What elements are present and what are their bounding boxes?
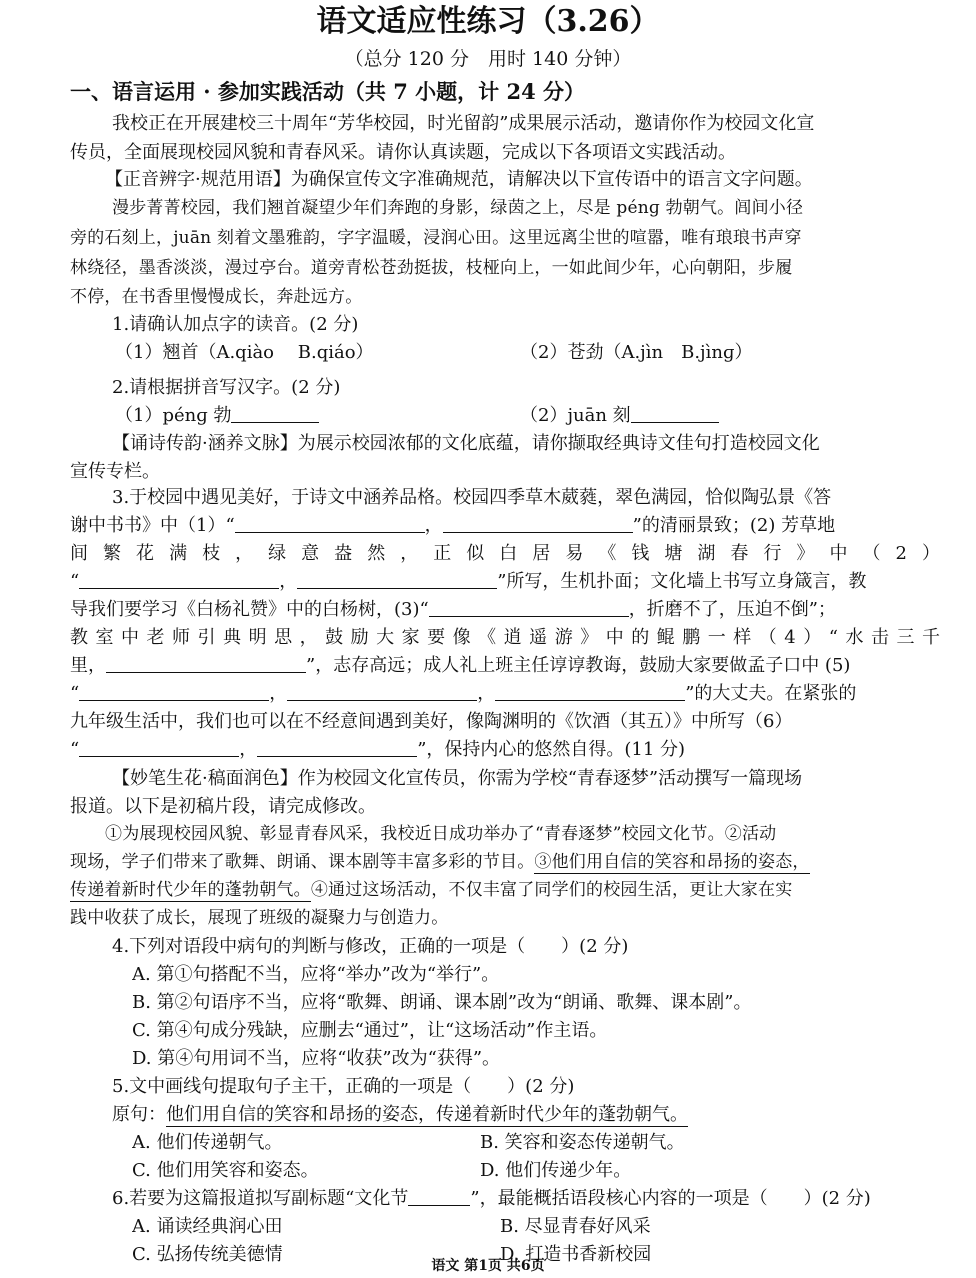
intro-line-2: 传员，全面展现校园风貌和青春风采。请你认真读题，完成以下各项语文实践活动。 — [70, 142, 736, 163]
answer-blank[interactable] — [429, 598, 629, 617]
answer-blank[interactable] — [235, 514, 425, 533]
question-1-option-2: （2）苍劲（A.jìn B.jìnɡ） — [520, 342, 753, 363]
answer-blank[interactable] — [495, 682, 685, 701]
intro-line-1: 我校正在开展建校三十周年“芳华校园，时光留韵”成果展示活动，邀请你作为校园文化宣 — [112, 113, 815, 134]
answer-blank[interactable] — [106, 654, 306, 673]
q3-text: ”的清丽景致；(2) 芳草地 — [632, 515, 836, 536]
question-2-item-1-label: （1）pénɡ 勃 — [115, 405, 232, 426]
question-3-line-1: 3.于校园中遇见美好，于诗文中涵养品格。校园四季草木葳蕤，翠色满园，恰似陶弘景《答 — [112, 487, 832, 508]
q3-text: 谢中书书》中（1）“ — [70, 515, 235, 536]
q3-text: “ — [70, 571, 80, 592]
answer-blank[interactable] — [297, 570, 497, 589]
question-3-line-7 — [70, 651, 940, 680]
q3-text: 里， — [70, 655, 106, 676]
draft-line-3 — [70, 876, 940, 905]
question-6-option-c[interactable]: C. 弘扬传统美德情 — [132, 1244, 283, 1265]
question-2-item-2-label: （2）juān 刻 — [520, 405, 631, 426]
q3-text: ”，保持内心的悠然自得。(11 分) — [417, 739, 686, 760]
q3-text: ”的大丈夫。在紧张的 — [685, 683, 857, 704]
q3-text: ， — [477, 683, 496, 704]
draft-line-1: ①为展现校园风貌、彰显青春风采，我校近日成功举办了“青春逐梦”校园文化节。②活动 — [105, 824, 777, 844]
q3-text: ， — [279, 571, 298, 592]
question-3-line-10 — [70, 735, 940, 764]
q6-text: 6.若要为这篇报道拟写副标题“文化节 — [112, 1188, 409, 1209]
part3-heading-line-1: 【妙笔生花·稿面润色】作为校园文化宣传员，你需为学校“青春逐梦”活动撰写一篇现场 — [112, 768, 803, 789]
answer-blank[interactable] — [79, 682, 269, 701]
question-4-option-c[interactable]: C. 第④句成分残缺，应删去“通过”，让“这场活动”作主语。 — [132, 1020, 608, 1041]
original-sentence: 他们用自信的笑容和昂扬的姿态，传递着新时代少年的蓬勃朝气。 — [166, 1104, 688, 1125]
question-4-stem: 4.下列对语段中病句的判断与修改，正确的一项是（ ）(2 分) — [112, 936, 629, 957]
passage-line-2: 旁的石刻上，juān 刻着文墨雅韵，字字温暖，浸润心田。这里远离尘世的喧嚣，唯有琅琅书声穿 — [70, 228, 802, 248]
answer-blank[interactable] — [287, 682, 477, 701]
original-label: 原句： — [112, 1104, 166, 1125]
passage-line-4: 不停，在书香里慢慢成长，奔赴远方。 — [70, 287, 363, 307]
question-3-line-2 — [70, 511, 940, 540]
answer-blank[interactable] — [79, 738, 239, 757]
draft-text: 现场，学子们带来了歌舞、朗诵、课本剧等丰富多彩的节目。 — [70, 852, 535, 872]
answer-blank[interactable] — [79, 570, 279, 589]
underlined-sentence: ③他们用自信的笑容和昂扬的姿态， — [534, 852, 810, 872]
question-3-line-5 — [70, 595, 940, 624]
question-2-stem: 2.请根据拼音写汉字。(2 分) — [112, 377, 341, 398]
question-4-option-a[interactable]: A. 第①句搭配不当，应将“举办”改为“举行”。 — [132, 964, 500, 985]
question-2-item-2 — [520, 401, 900, 430]
question-5-original — [112, 1100, 942, 1129]
page-footer: 语文 第1页 共6页 — [431, 1258, 545, 1274]
question-3-line-4 — [70, 567, 940, 596]
q3-text: “ — [70, 739, 80, 760]
answer-blank[interactable] — [631, 404, 719, 423]
question-6-option-a[interactable]: A. 诵读经典润心田 — [132, 1216, 283, 1237]
q3-text: ， — [269, 683, 288, 704]
question-6-option-b[interactable]: B. 尽显青春好风采 — [500, 1216, 651, 1237]
part3-heading-line-2: 报道。以下是初稿片段，请完成修改。 — [70, 796, 376, 817]
draft-text: ④通过这场活动，不仅丰富了同学们的校园生活，更让大家在实 — [310, 880, 793, 900]
draft-line-4: 践中收获了成长，展现了班级的凝聚力与创造力。 — [70, 908, 449, 928]
question-3-line-3: 间繁花满枝，绿意盎然，正似白居易《钱塘湖春行》中（2） — [70, 543, 940, 564]
q3-text: “ — [70, 683, 80, 704]
answer-blank[interactable] — [257, 738, 417, 757]
answer-blank[interactable] — [408, 1187, 470, 1206]
question-6-option-d[interactable]: D. 打造书香新校园 — [500, 1244, 652, 1265]
q3-text: ， — [424, 515, 443, 536]
q3-text: ， — [239, 739, 258, 760]
q3-text: ”所写，生机扑面；文化墙上书写立身箴言，教 — [497, 571, 867, 592]
question-5-option-d[interactable]: D. 他们传递少年。 — [480, 1160, 632, 1181]
q3-text: ”，志存高远；成人礼上班主任谆谆教诲，鼓励大家要做孟子口中 (5) — [306, 655, 851, 676]
question-5-option-b[interactable]: B. 笑容和姿态传递朝气。 — [480, 1132, 685, 1153]
passage-line-1: 漫步菁菁校园，我们翘首凝望少年们奔跑的身影，绿茵之上，尽是 pénɡ 勃朝气。闾间小径 — [112, 198, 804, 218]
question-1-stem: 1.请确认加点字的读音。(2 分) — [112, 314, 359, 335]
section-heading: 一、语言运用 · 参加实践活动（共 7 小题，计 24 分） — [70, 79, 586, 104]
part2-heading-line-1: 【诵诗传韵·涵养文脉】为展示校园浓郁的文化底蕴，请你撷取经典诗文佳句打造校园文化 — [112, 433, 820, 454]
underlined-sentence: 传递着新时代少年的蓬勃朝气。 — [70, 880, 311, 900]
part2-heading-line-2: 宣传专栏。 — [70, 461, 160, 482]
question-3-line-8 — [70, 679, 940, 708]
question-6-stem — [112, 1184, 942, 1213]
draft-line-2 — [70, 848, 940, 877]
q6-text: ”，最能概括语段核心内容的一项是（ ）(2 分) — [470, 1188, 871, 1209]
page-subtitle: （总分 120 分 用时 140 分钟） — [344, 48, 632, 70]
question-5-option-a[interactable]: A. 他们传递朝气。 — [132, 1132, 283, 1153]
part1-heading: 【正音辨字·规范用语】为确保宣传文字准确规范，请解决以下宣传语中的语言文字问题。 — [105, 169, 813, 190]
answer-blank[interactable] — [231, 404, 319, 423]
question-4-option-b[interactable]: B. 第②句语序不当，应将“歌舞、朗诵、课本剧”改为“朗诵、歌舞、课本剧”。 — [132, 992, 752, 1013]
question-1-option-1: （1）翘首（A.qiào B.qiáo） — [115, 342, 374, 363]
question-5-stem: 5.文中画线句提取句子主干，正确的一项是（ ）(2 分) — [112, 1076, 575, 1097]
question-4-option-d[interactable]: D. 第④句用词不当，应将“收获”改为“获得”。 — [132, 1048, 501, 1069]
q3-text: 导我们要学习《白杨礼赞》中的白杨树，(3)“ — [70, 599, 429, 620]
q3-text: ，折磨不了，压迫不倒”； — [628, 599, 836, 620]
question-5-option-c[interactable]: C. 他们用笑容和姿态。 — [132, 1160, 319, 1181]
question-3-line-9: 九年级生活中，我们也可以在不经意间遇到美好，像陶渊明的《饮酒（其五）》中所写（6） — [70, 711, 793, 732]
question-3-line-6: 教室中老师引典明思，鼓励大家要像《逍遥游》中的鲲鹏一样（4）“水击三千 — [70, 627, 940, 648]
answer-blank[interactable] — [443, 514, 633, 533]
page-title: 语文适应性练习（3.26） — [316, 4, 660, 39]
question-2-item-1 — [115, 401, 495, 430]
passage-line-3: 林绕径，墨香淡淡，漫过亭台。道旁青松苍劲挺拔，枝桠向上，一如此间少年，心向朝阳，步履 — [70, 258, 793, 278]
